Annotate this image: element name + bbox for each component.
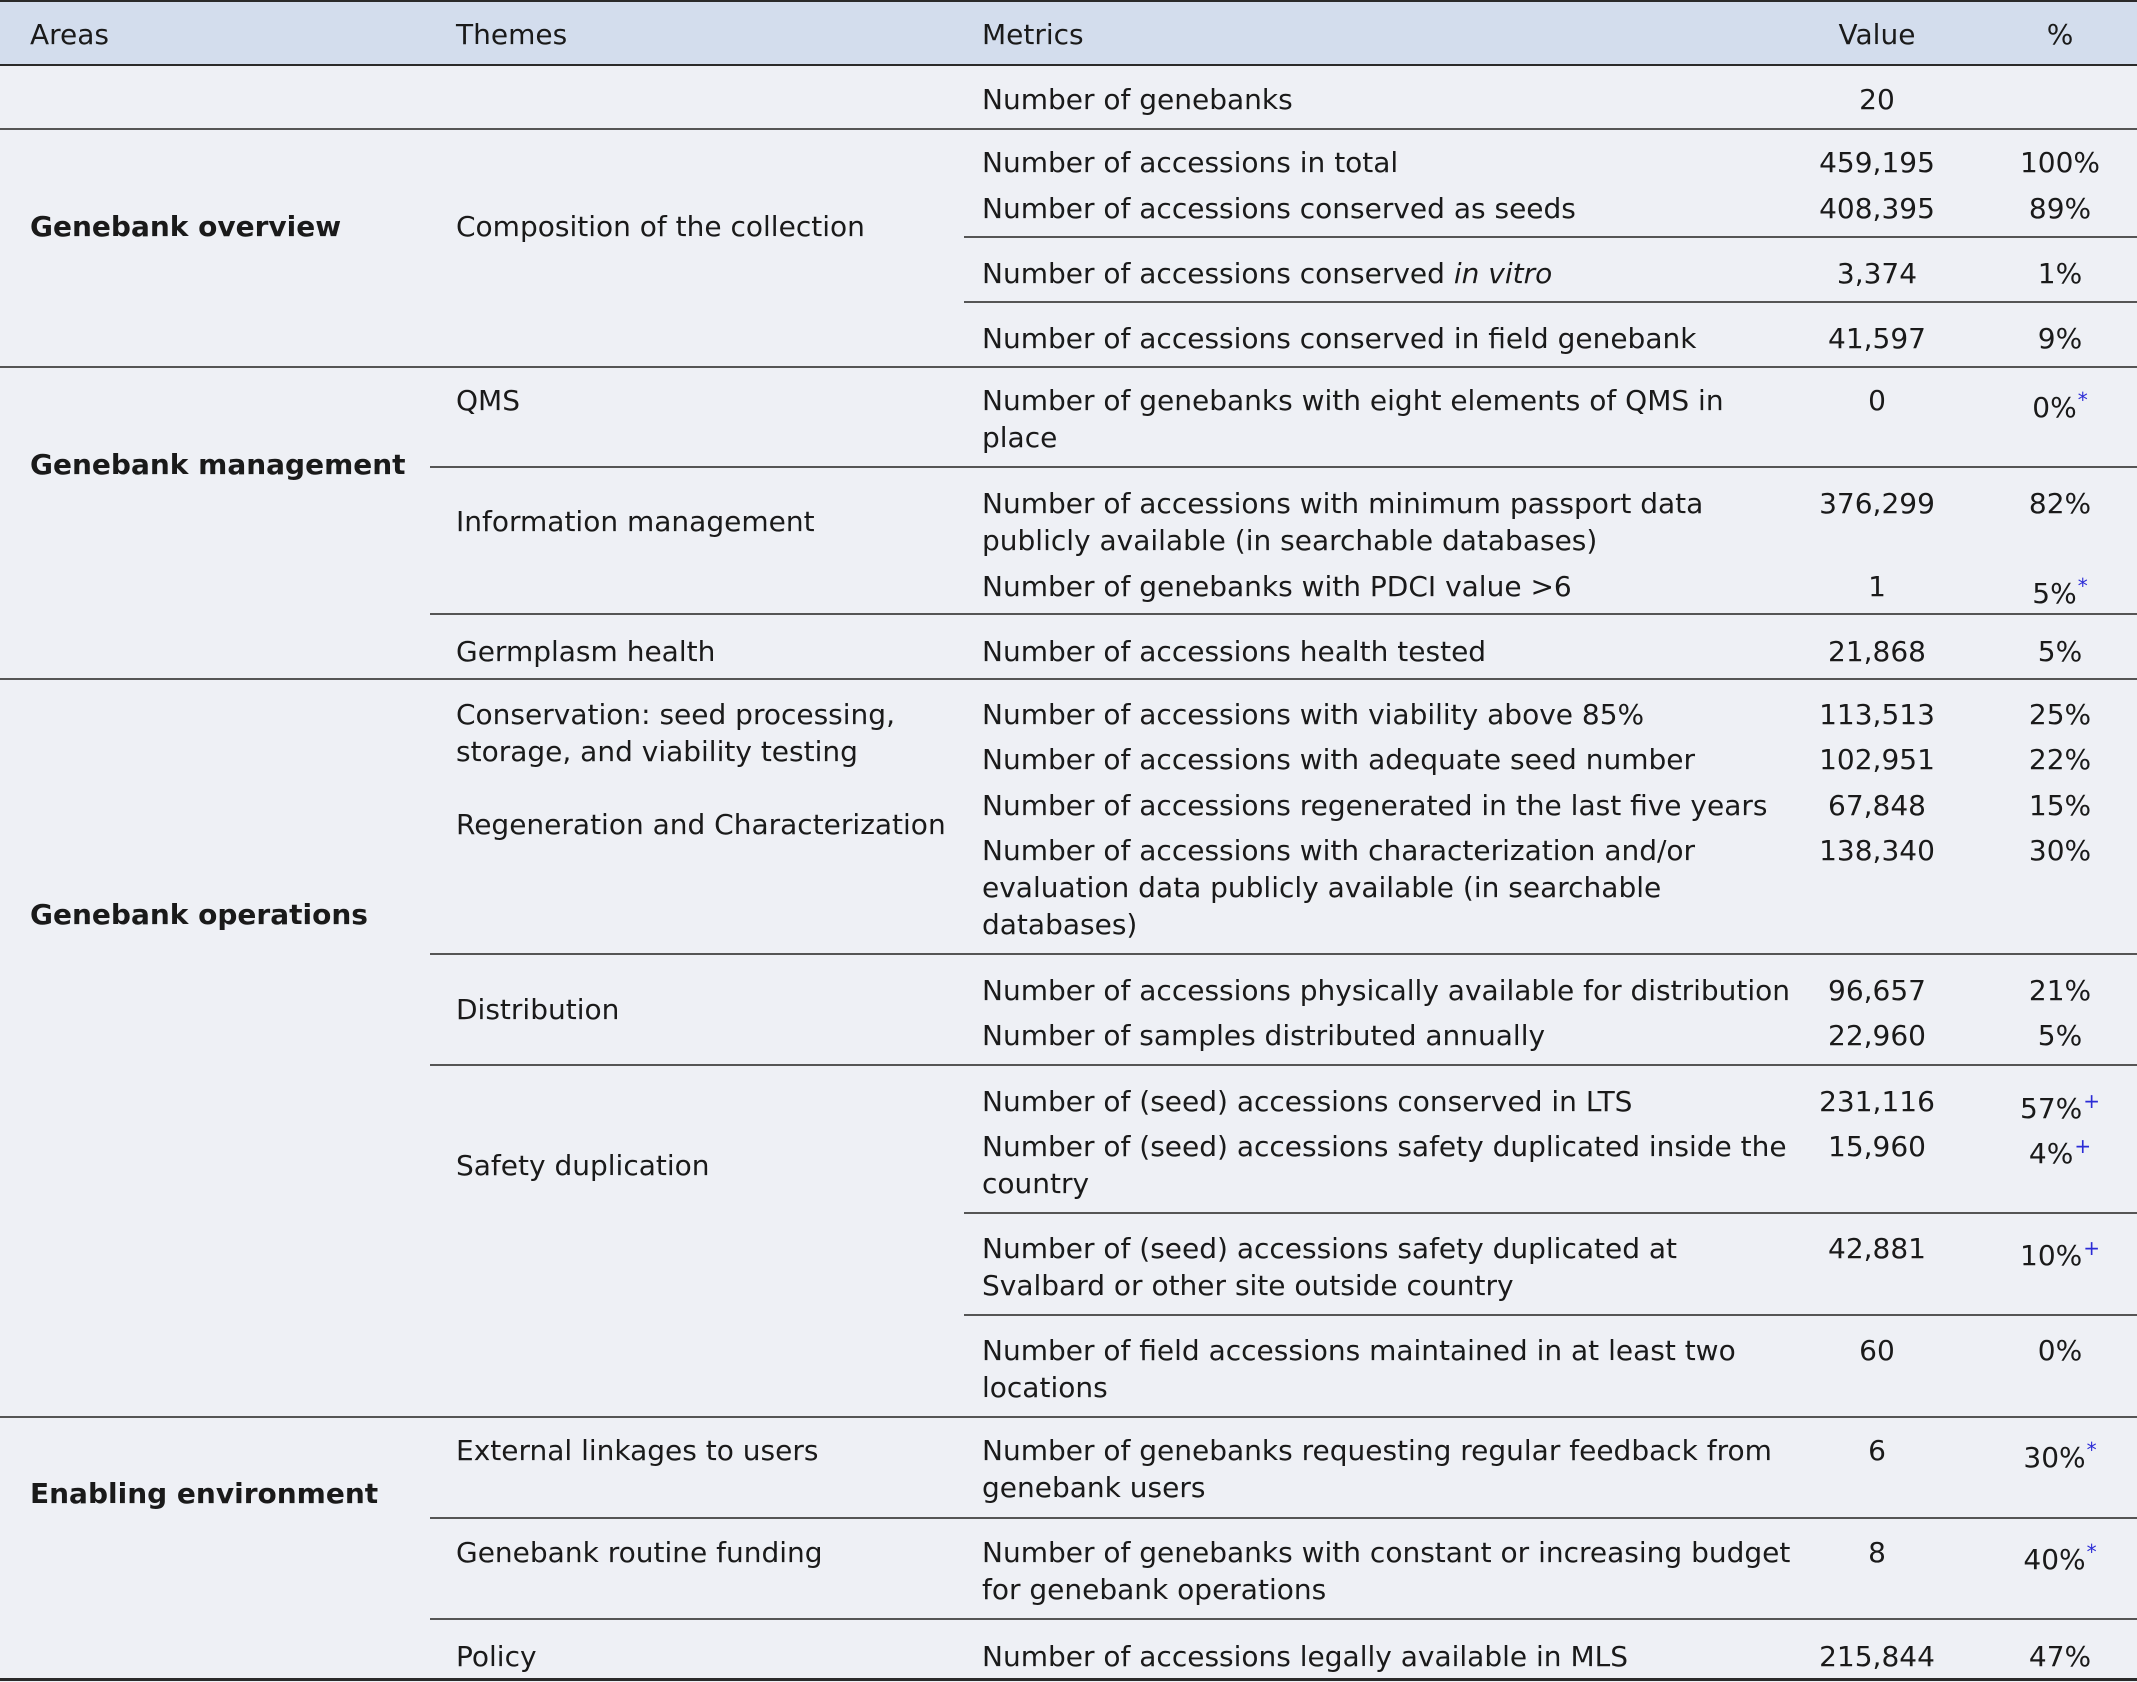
header-value: Value [1838, 18, 1916, 51]
percent-cell: 5% [2037, 635, 2083, 668]
value-cell: 0 [1868, 384, 1886, 417]
row-divider [430, 1064, 2137, 1066]
value-cell: 8 [1868, 1536, 1886, 1569]
percent-value: 4% [2028, 1137, 2074, 1170]
table-bottom-rule [0, 1678, 2137, 1681]
metric-qms-line1: Number of genebanks with eight elements of QMS in [982, 384, 1724, 417]
percent-cell: 1% [2037, 257, 2083, 290]
metric-samples-distributed: Number of samples distributed annually [982, 1019, 1546, 1052]
percent-cell: 100% [2019, 146, 2101, 179]
value-cell: 138,340 [1819, 834, 1935, 867]
theme-qms: QMS [456, 384, 520, 417]
value-cell: 96,657 [1828, 974, 1926, 1007]
area-enabling-environment: Enabling environment [30, 1477, 379, 1510]
row-divider [430, 953, 2137, 955]
percent-cell [1990, 568, 2130, 612]
header-percent: % [2046, 18, 2074, 51]
percent-cell: 47% [2028, 1640, 2092, 1673]
percent-cell: 9% [2037, 322, 2083, 355]
percent-cell: 25% [2028, 698, 2092, 731]
metric-accessions-field: Number of accessions conserved in field genebank [982, 322, 1697, 355]
theme-routine-funding: Genebank routine funding [456, 1536, 823, 1569]
header-metrics: Metrics [982, 18, 1084, 51]
percent-cell: 22% [2028, 743, 2092, 776]
percent-cell: 0% [2037, 1334, 2083, 1367]
percent-value: 30% [2023, 1441, 2086, 1474]
percent-value: 0% [2032, 391, 2077, 424]
percent-cell [1990, 1128, 2130, 1172]
footnote-plus-mark: + [2074, 1134, 2092, 1158]
metric-safety-svalbard-line2: Svalbard or other site outside country [982, 1269, 1514, 1302]
percent-value: 57% [2020, 1092, 2083, 1125]
metric-health-tested: Number of accessions health tested [982, 635, 1487, 668]
metric-field-two-locations-line2: locations [982, 1371, 1108, 1404]
value-cell: 113,513 [1819, 698, 1935, 731]
theme-external-linkages: External linkages to users [456, 1434, 819, 1467]
row-divider [0, 366, 2137, 368]
value-cell: 215,844 [1819, 1640, 1935, 1673]
percent-cell [1990, 1534, 2130, 1578]
value-cell: 42,881 [1828, 1232, 1926, 1265]
theme-composition: Composition of the collection [456, 210, 865, 243]
percent-cell: 82% [2028, 487, 2092, 520]
row-divider [430, 1618, 2137, 1620]
metric-field-two-locations-line1: Number of field accessions maintained in at least two [982, 1334, 1736, 1367]
metric-italic-text: in vitro [1453, 257, 1553, 290]
theme-policy: Policy [456, 1640, 537, 1673]
percent-cell: 5% [2037, 1019, 2083, 1052]
value-cell: 3,374 [1836, 257, 1918, 290]
metric-accessions-total: Number of accessions in total [982, 146, 1399, 179]
percent-cell: 30% [2028, 834, 2092, 867]
metric-qms-line2: place [982, 421, 1058, 454]
footnote-star-mark: * [2077, 574, 2088, 598]
header-areas: Areas [30, 18, 110, 51]
percent-value: 40% [2023, 1543, 2086, 1576]
metric-regenerated: Number of accessions regenerated in the last five years [982, 789, 1768, 822]
header-themes: Themes [456, 18, 568, 51]
metric-physically-available: Number of accessions physically available for distribution [982, 974, 1791, 1007]
metric-mls: Number of accessions legally available in MLS [982, 1640, 1628, 1673]
metric-lts: Number of (seed) accessions conserved in LTS [982, 1085, 1633, 1118]
metric-safety-svalbard-line1: Number of (seed) accessions safety duplicated at [982, 1232, 1678, 1265]
metric-accessions-in-vitro [982, 255, 1552, 292]
metric-feedback-line1: Number of genebanks requesting regular feedback from [982, 1434, 1772, 1467]
area-genebank-overview: Genebank overview [30, 210, 342, 243]
value-cell: 67,848 [1828, 789, 1926, 822]
value-cell: 20 [1859, 83, 1895, 116]
percent-cell [1990, 382, 2130, 426]
theme-safety-duplication: Safety duplication [456, 1149, 710, 1182]
metric-safety-inside-line2: country [982, 1167, 1090, 1200]
area-genebank-management: Genebank management [30, 448, 406, 481]
row-divider [0, 1416, 2137, 1418]
metric-passport-line2: publicly available (in searchable databases) [982, 524, 1598, 557]
value-cell: 408,395 [1819, 192, 1935, 225]
theme-distribution: Distribution [456, 993, 620, 1026]
footnote-plus-mark: + [2083, 1089, 2100, 1113]
row-divider [964, 1314, 2137, 1316]
metric-pdci: Number of genebanks with PDCI value >6 [982, 570, 1572, 603]
metric-safety-inside-line1: Number of (seed) accessions safety duplicated inside the [982, 1130, 1787, 1163]
metric-budget-line2: for genebank operations [982, 1573, 1327, 1606]
theme-information-management: Information management [456, 505, 815, 538]
row-divider [0, 678, 2137, 680]
value-cell: 6 [1868, 1434, 1886, 1467]
metric-seed-number: Number of accessions with adequate seed number [982, 743, 1696, 776]
percent-value: 10% [2020, 1239, 2083, 1272]
row-divider [430, 613, 2137, 615]
percent-cell [1990, 1230, 2130, 1274]
metric-genebanks: Number of genebanks [982, 83, 1293, 116]
footnote-star-mark: * [2086, 1438, 2097, 1462]
percent-value: 5% [2032, 577, 2077, 610]
value-cell: 41,597 [1828, 322, 1926, 355]
metric-characterization-line3: databases) [982, 908, 1138, 941]
row-divider [964, 236, 2137, 238]
area-genebank-operations: Genebank operations [30, 898, 368, 931]
metric-accessions-seeds: Number of accessions conserved as seeds [982, 192, 1576, 225]
row-divider [964, 301, 2137, 303]
percent-cell [1990, 1432, 2130, 1476]
percent-cell: 89% [2028, 192, 2092, 225]
row-divider [0, 128, 2137, 130]
metric-characterization-line1: Number of accessions with characterization and/or [982, 834, 1696, 867]
value-cell: 60 [1859, 1334, 1895, 1367]
value-cell: 22,960 [1828, 1019, 1926, 1052]
footnote-star-mark: * [2077, 388, 2088, 412]
percent-cell: 21% [2028, 974, 2092, 1007]
value-cell: 231,116 [1819, 1085, 1935, 1118]
value-cell: 21,868 [1828, 635, 1926, 668]
percent-cell: 15% [2028, 789, 2092, 822]
metric-feedback-line2: genebank users [982, 1471, 1206, 1504]
value-cell: 102,951 [1819, 743, 1935, 776]
row-divider [964, 1212, 2137, 1214]
value-cell: 15,960 [1828, 1130, 1926, 1163]
metric-text: Number of accessions conserved [982, 257, 1454, 290]
row-divider [430, 1517, 2137, 1519]
theme-regeneration: Regeneration and Characterization [456, 808, 946, 841]
metric-budget-line1: Number of genebanks with constant or increasing budget [982, 1536, 1791, 1569]
value-cell: 1 [1868, 570, 1886, 603]
theme-conservation-line1: Conservation: seed processing, [456, 698, 895, 731]
value-cell: 376,299 [1819, 487, 1935, 520]
footnote-plus-mark: + [2083, 1236, 2100, 1260]
theme-germplasm-health: Germplasm health [456, 635, 716, 668]
row-divider [430, 466, 2137, 468]
metric-passport-line1: Number of accessions with minimum passport data [982, 487, 1704, 520]
metric-characterization-line2: evaluation data publicly available (in searchable [982, 871, 1662, 904]
metric-viability: Number of accessions with viability above 85% [982, 698, 1645, 731]
percent-cell [1990, 1083, 2130, 1127]
theme-conservation-line2: storage, and viability testing [456, 735, 858, 768]
footnote-star-mark: * [2086, 1540, 2097, 1564]
value-cell: 459,195 [1819, 146, 1935, 179]
